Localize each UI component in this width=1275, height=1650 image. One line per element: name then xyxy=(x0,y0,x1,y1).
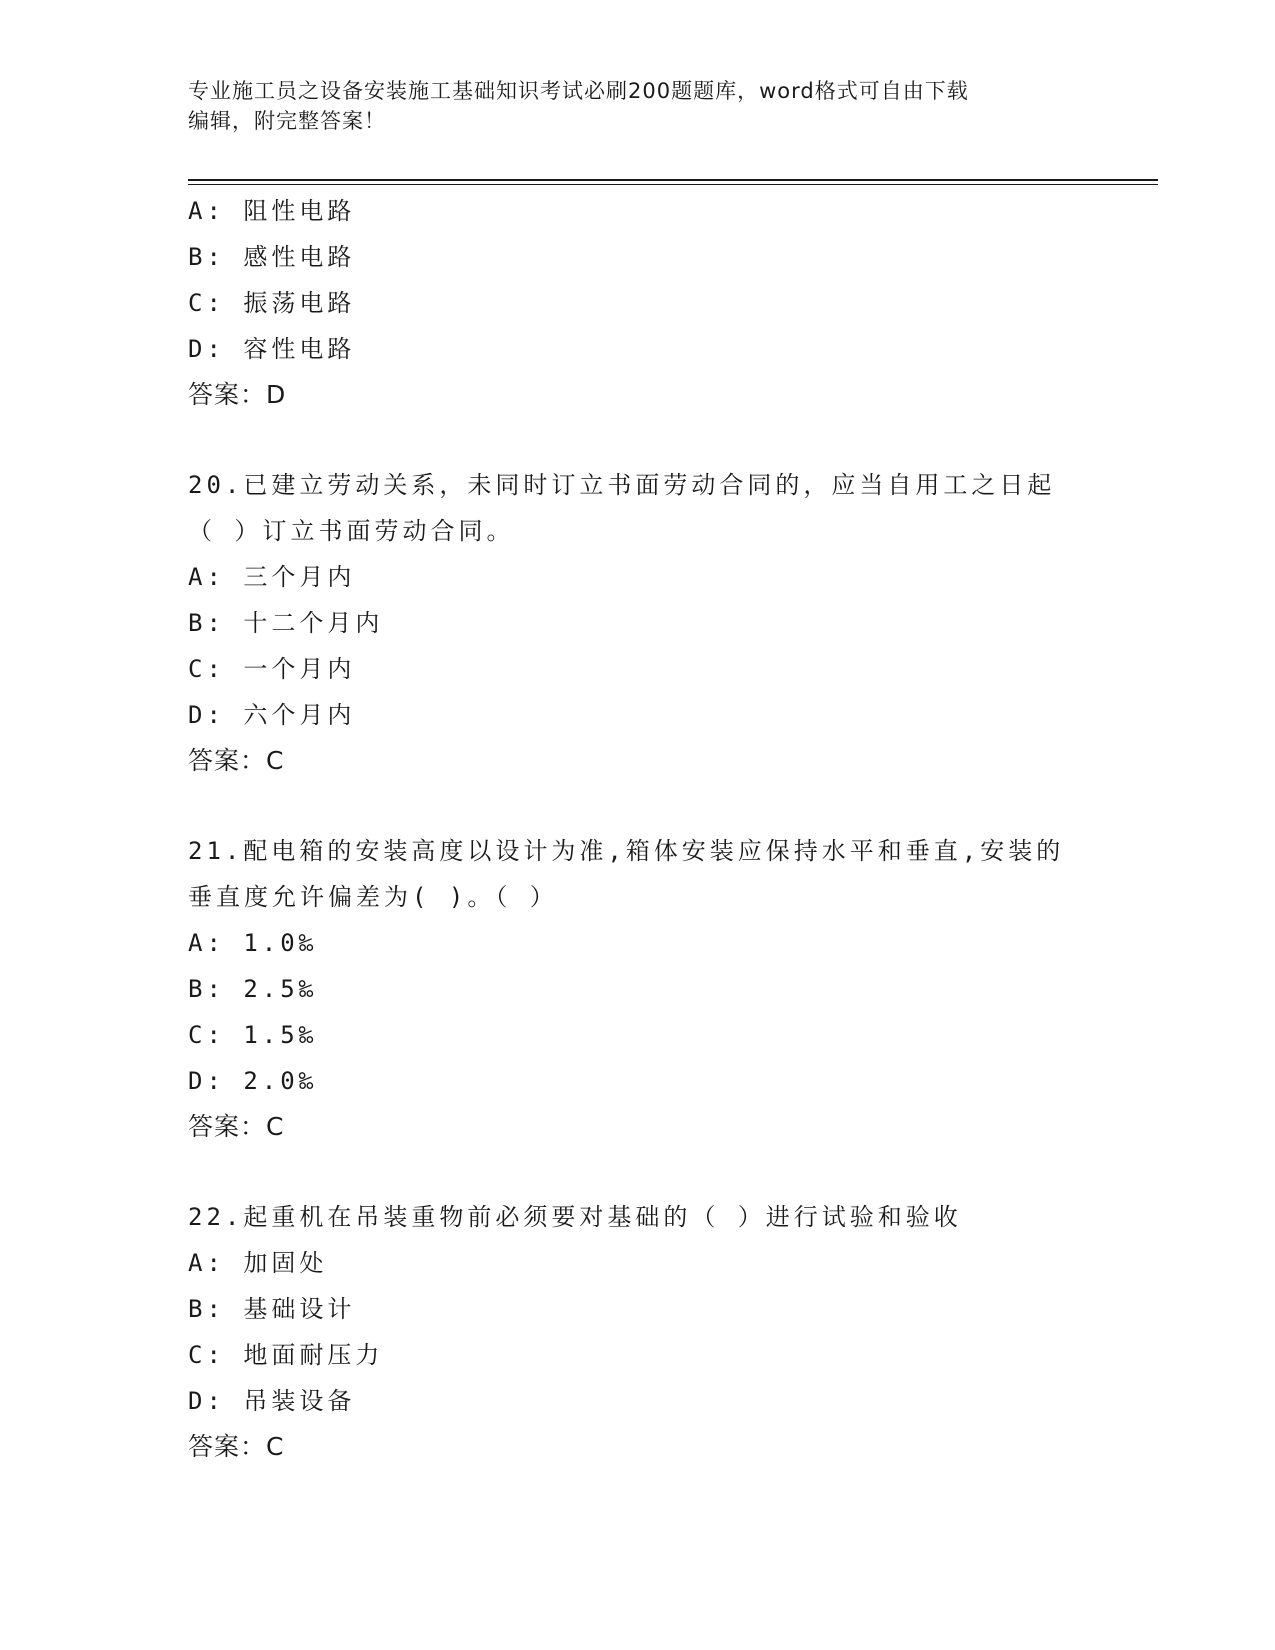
header-rule-thick xyxy=(188,179,1158,181)
option-d: D: 六个月内 xyxy=(188,701,356,729)
option-c: C: 一个月内 xyxy=(188,655,356,683)
option-a: A: 三个月内 xyxy=(188,563,356,591)
option-c: C: 地面耐压力 xyxy=(188,1341,384,1369)
header-line-1: 专业施工员之设备安装施工基础知识考试必刷200题题库，word格式可自由下载 xyxy=(188,79,969,103)
option-a: A: 1.0‰ xyxy=(188,929,318,957)
question-22 xyxy=(188,1194,1088,1470)
question-text-line-1: 22.起重机在吊装重物前必须要对基础的（ ）进行试验和验收 xyxy=(188,1203,962,1231)
question-list xyxy=(188,188,1088,1470)
answer-line: 答案：D xyxy=(188,380,287,409)
header-line-2: 编辑，附完整答案！ xyxy=(188,109,386,133)
question-text-line-2: （ ）订立书面劳动合同。 xyxy=(188,517,515,545)
option-d: D: 2.0‰ xyxy=(188,1067,318,1095)
question-21 xyxy=(188,828,1088,1150)
option-d: D: 容性电路 xyxy=(188,335,356,363)
option-b: B: 十二个月内 xyxy=(188,609,384,637)
option-b: B: 感性电路 xyxy=(188,243,356,271)
question-text-line-1: 21.配电箱的安装高度以设计为准,箱体安装应保持水平和垂直,安装的 xyxy=(188,837,1065,865)
option-a: A: 阻性电路 xyxy=(188,197,356,225)
document-header xyxy=(188,76,1088,136)
option-c: C: 振荡电路 xyxy=(188,289,356,317)
option-b: B: 基础设计 xyxy=(188,1295,356,1323)
question-text-line-2: 垂直度允许偏差为( )。（ ） xyxy=(188,883,558,911)
answer-line: 答案：C xyxy=(188,746,285,775)
option-b: B: 2.5‰ xyxy=(188,975,318,1003)
question-19 xyxy=(188,188,1088,418)
answer-line: 答案：C xyxy=(188,1432,285,1461)
header-rule-thin xyxy=(188,184,1158,185)
answer-line: 答案：C xyxy=(188,1112,285,1141)
option-d: D: 吊装设备 xyxy=(188,1387,356,1415)
question-20 xyxy=(188,462,1088,784)
option-c: C: 1.5‰ xyxy=(188,1021,318,1049)
option-a: A: 加固处 xyxy=(188,1249,328,1277)
question-text-line-1: 20.已建立劳动关系，未同时订立书面劳动合同的，应当自用工之日起 xyxy=(188,471,1056,499)
